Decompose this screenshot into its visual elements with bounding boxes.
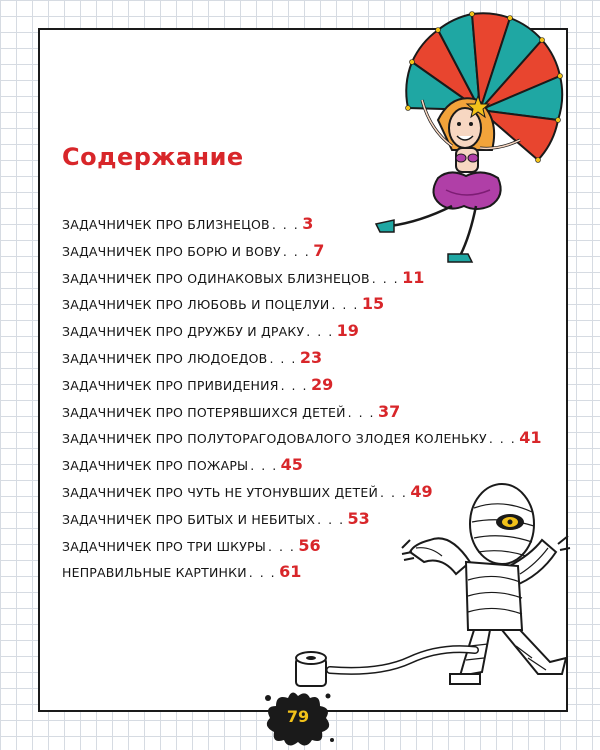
toc-entry-page: 23 [299,347,323,367]
toc-leader: . . . [282,243,311,259]
toc-entry-page: 29 [310,374,334,394]
toc-entry-page: 7 [313,240,325,260]
toc-leader: . . . [371,270,400,286]
toc-leader: . . . [248,565,277,581]
toc-entry-page: 41 [519,428,542,448]
toc-leader: . . . [250,458,278,474]
toc-entry[interactable] [62,428,541,455]
toc-leader: . . . [280,377,308,393]
toc-entry-title: НЕПРАВИЛЬНЫЕ КАРТИНКИ [62,565,247,581]
toc-leader: . . . [271,217,300,232]
toc-entry-title: ЗАДАЧНИЧЕК ПРО ЛЮДОЕДОВ [62,350,268,366]
toc-entry-title: ЗАДАЧНИЧЕК ПРО БОРЮ И ВОВУ [62,243,281,259]
toc-leader: . . . [331,297,359,313]
toc-entry-page: 45 [280,455,303,475]
toc-entry-page: 3 [302,214,314,233]
toc-leader: . . . [488,431,517,447]
toc-leader: . . . [347,404,376,420]
toc-entry-title: ЗАДАЧНИЧЕК ПРО ПОЖАРЫ [62,458,249,474]
page-number: 79 [286,707,310,726]
toc-entry-title: ЗАДАЧНИЧЕК ПРО ЛЮБОВЬ И ПОЦЕЛУИ [62,297,330,313]
toc-entry-page: 61 [279,562,302,582]
toc-leader: . . . [306,324,334,340]
toc-entry-title: ЗАДАЧНИЧЕК ПРО ТРИ ШКУРЫ [62,538,266,554]
toc-entry-title: ЗАДАЧНИЧЕК ПРО ЧУТЬ НЕ УТОНУВШИХ ДЕТЕЙ [62,484,378,500]
toc-entry-page: 15 [361,294,385,314]
toc-entry[interactable] [62,375,541,402]
toc-entry-page: 37 [378,401,401,421]
toc-entry[interactable] [62,321,541,348]
toc-entry-page: 56 [298,535,321,555]
toc-entry-title: ЗАДАЧНИЧЕК ПРО ПРИВИДЕНИЯ [62,377,279,393]
toc-entry[interactable] [62,294,541,321]
toc-entry-title: ЗАДАЧНИЧЕК ПРО ДРУЖБУ И ДРАКУ [62,324,305,340]
toc-leader: . . . [380,484,408,500]
toc-leader: . . . [268,538,296,554]
toc-entry-title: ЗАДАЧНИЧЕК ПРО ОДИНАКОВЫХ БЛИЗНЕЦОВ [62,270,370,286]
toc-entry[interactable] [62,402,541,429]
toc-entry[interactable] [62,348,541,375]
page-title: Содержание [62,143,244,171]
toc-entry[interactable] [62,268,541,295]
toc-entry-page: 49 [410,481,433,501]
toc-leader: . . . [269,350,297,366]
toc-leader: . . . [317,511,345,527]
toc-entry-page: 11 [402,267,425,287]
showgirl-illustration [360,0,590,270]
toc-entry-title: ЗАДАЧНИЧЕК ПРО ПОТЕРЯВШИХСЯ ДЕТЕЙ [62,404,346,420]
toc-entry-page: 19 [336,321,359,341]
toc-entry-title: ЗАДАЧНИЧЕК ПРО БЛИЗНЕЦОВ [62,217,270,232]
toc-entry-page: 53 [347,508,370,528]
toc-entry-title: ЗАДАЧНИЧЕК ПРО ПОЛУТОРАГОДОВАЛОГО ЗЛОДЕЯ КОЛЕНЬКУ [62,431,487,447]
toc-entry-title: ЗАДАЧНИЧЕК ПРО БИТЫХ И НЕБИТЫХ [62,511,316,527]
